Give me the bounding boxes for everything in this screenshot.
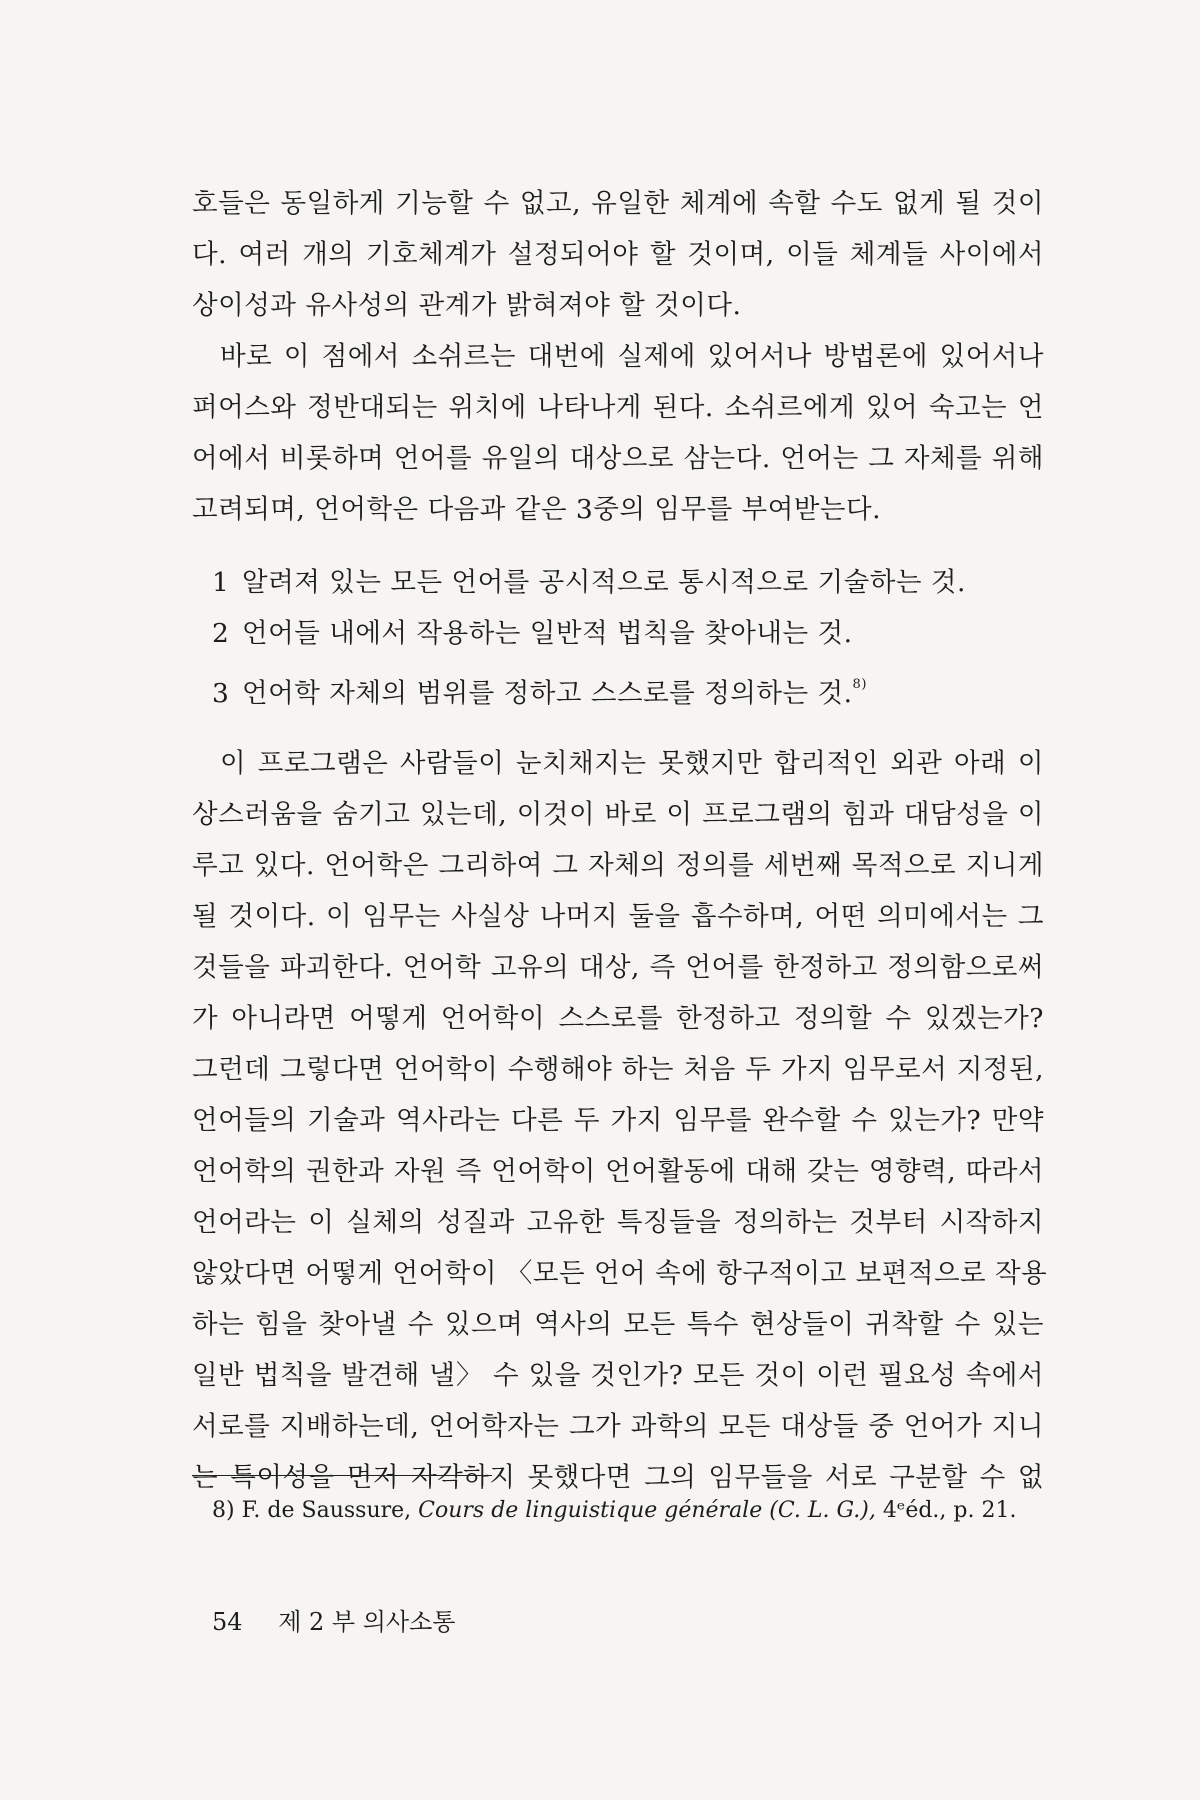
footnote-title: Cours de linguistique générale (C. L. G.), (418, 1498, 876, 1523)
text-line: 호들은 동일하게 기능할 수 없고, 유일한 체계에 속할 수도 없게 될 것이 (192, 188, 1044, 219)
text-line: 바로 이 점에서 소쉬르는 대번에 실제에 있어서나 방법론에 있어서나 (220, 341, 1044, 372)
list-item-text: 알려져 있는 모든 언어를 공시적으로 통시적으로 기술하는 것. (242, 567, 966, 598)
text-line: 않았다면 어떻게 언어학이 〈모든 언어 속에 항구적이고 보편적으로 작용 (192, 1258, 1048, 1289)
text-line: 언어들의 기술과 역사라는 다른 두 가지 임무를 완수할 수 있는가? 만약 (192, 1105, 1044, 1136)
text-line: 상스러움을 숨기고 있는데, 이것이 바로 이 프로그램의 힘과 대담성을 이 (192, 799, 1044, 830)
text-line: 서로를 지배하는데, 언어학자는 그가 과학의 모든 대상들 중 언어가 지니 (192, 1411, 1044, 1442)
list-item-text: 언어학 자체의 범위를 정하고 스스로를 정의하는 것. (242, 678, 853, 709)
text-line: 것들을 파괴한다. 언어학 고유의 대상, 즉 언어를 한정하고 정의함으로써 (192, 952, 1044, 983)
text-line: 어에서 비롯하며 언어를 유일의 대상으로 삼는다. 언어는 그 자체를 위해 (192, 443, 1044, 474)
text-line: 언어학의 권한과 자원 즉 언어학이 언어활동에 대해 갖는 영향력, 따라서 (192, 1156, 1044, 1187)
page-number: 54 (212, 1608, 243, 1636)
text-line: 는 특이성을 먼저 자각하지 못했다면 그의 임무들을 서로 구분할 수 없 (192, 1462, 1044, 1493)
footnote-divider (192, 1475, 492, 1476)
paragraph-3 (192, 738, 1048, 1503)
paragraph-2 (192, 331, 1044, 535)
footnote-author: F. de Saussure, (241, 1498, 412, 1523)
numbered-list (192, 557, 1044, 710)
text-line: 언어라는 이 실체의 성질과 고유한 특징들을 정의하는 것부터 시작하지 (192, 1207, 1044, 1238)
list-item-number: 3 (212, 678, 230, 709)
text-line: 루고 있다. 언어학은 그리하여 그 자체의 정의를 세번째 목적으로 지니게 (192, 850, 1044, 881)
text-line: 고려되며, 언어학은 다음과 같은 3중의 임무를 부여받는다. (192, 494, 882, 525)
text-line: 이 프로그램은 사람들이 눈치채지는 못했지만 합리적인 외관 아래 이 (220, 748, 1044, 779)
list-item-text: 언어들 내에서 작용하는 일반적 법칙을 찾아내는 것. (242, 618, 853, 649)
list-item-number: 1 (212, 567, 230, 598)
list-item-number: 2 (212, 618, 230, 649)
list-item (192, 659, 1044, 710)
text-line: 그런데 그렇다면 언어학이 수행해야 하는 처음 두 가지 임무로서 지정된, (192, 1054, 1044, 1085)
list-item (192, 608, 1044, 659)
paragraph-1 (192, 178, 1044, 331)
text-line: 상이성과 유사성의 관계가 밝혀져야 할 것이다. (192, 290, 742, 321)
list-item (192, 557, 1044, 608)
text-line: 될 것이다. 이 임무는 사실상 나머지 둘을 흡수하며, 어떤 의미에서는 그 (192, 901, 1044, 932)
text-line: 다. 여러 개의 기호체계가 설정되어야 할 것이며, 이들 체계들 사이에서 (192, 239, 1044, 270)
text-line: 일반 법칙을 발견해 낼〉 수 있을 것인가? 모든 것이 이런 필요성 속에서 (192, 1360, 1044, 1391)
running-section-title: 제 2 부 의사소통 (278, 1608, 456, 1636)
body-text (192, 178, 1048, 1503)
page-footer (212, 1602, 455, 1637)
footnote-number: 8) (212, 1498, 235, 1523)
footnote-reference[interactable]: 8) (852, 677, 867, 692)
text-line: 퍼어스와 정반대되는 위치에 나타나게 된다. 소쉬르에게 있어 숙고는 언 (192, 392, 1044, 423)
text-line: 하는 힘을 찾아낼 수 있으며 역사의 모든 특수 현상들이 귀착할 수 있는 (192, 1309, 1044, 1340)
footnote-edition: 4ᵉéd., p. 21. (882, 1498, 1017, 1523)
footnote (212, 1498, 1016, 1523)
text-line: 가 아니라면 어떻게 언어학이 스스로를 한정하고 정의할 수 있겠는가? (192, 1003, 1044, 1034)
